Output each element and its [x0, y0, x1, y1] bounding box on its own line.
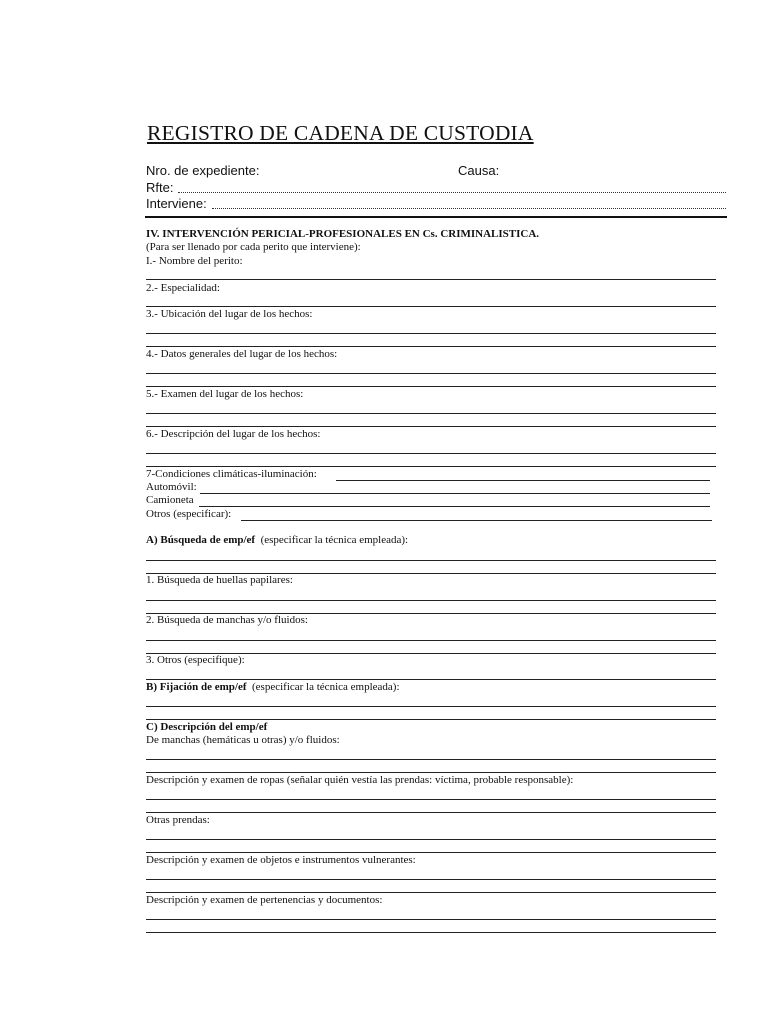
fijacion-line-1[interactable] [146, 706, 716, 707]
otros-label: Otros (especificar): [146, 508, 232, 520]
ubicacion-line-1[interactable] [146, 333, 716, 334]
nombre-perito-line[interactable] [146, 279, 716, 280]
examen-lugar-line-1[interactable] [146, 413, 716, 414]
item-nombre-perito: I.- Nombre del perito: [146, 255, 243, 267]
rfte-field[interactable] [178, 192, 726, 193]
descripcion-heading: C) Descripción del emp/ef [146, 721, 268, 733]
causa-label: Causa: [458, 163, 500, 178]
manchas-hematicas-line-1[interactable] [146, 759, 716, 760]
section-subheading: (Para ser llenado por cada perito que interviene): [146, 241, 361, 253]
interviene-label: Interviene: [146, 196, 207, 211]
otras-prendas-line-1[interactable] [146, 839, 716, 840]
item-pertenencias: Descripción y examen de pertenencias y documentos: [146, 894, 383, 906]
huellas-line-1[interactable] [146, 600, 716, 601]
datos-generales-line-1[interactable] [146, 373, 716, 374]
objetos-line-1[interactable] [146, 879, 716, 880]
item-manchas-hematicas: De manchas (hemáticas u otras) y/o fluidos: [146, 734, 340, 746]
fijacion-note: (especificar la técnica empleada): [252, 681, 400, 693]
manchas-hematicas-line-2[interactable] [146, 772, 716, 773]
interviene-field[interactable] [212, 208, 726, 209]
ubicacion-line-2[interactable] [146, 346, 716, 347]
item-condiciones: 7-Condiciones climáticas-iluminación: [146, 468, 317, 480]
busqueda-line-1[interactable] [146, 560, 716, 561]
datos-generales-line-2[interactable] [146, 386, 716, 387]
camioneta-field[interactable] [199, 506, 710, 507]
item-datos-generales: 4.- Datos generales del lugar de los hechos: [146, 348, 338, 360]
rfte-label: Rfte: [146, 180, 174, 195]
automovil-label: Automóvil: [146, 481, 197, 493]
fijacion-label: B) Fijación de emp/ef [146, 681, 247, 693]
objetos-line-2[interactable] [146, 892, 716, 893]
pertenencias-line-2[interactable] [146, 932, 716, 933]
item-otros-busqueda: 3. Otros (especifique): [146, 654, 245, 666]
descripcion-lugar-line-2[interactable] [146, 466, 716, 467]
pertenencias-line-1[interactable] [146, 919, 716, 920]
item-huellas: 1. Búsqueda de huellas papilares: [146, 574, 293, 586]
busqueda-heading [146, 534, 408, 547]
manchas-line-1[interactable] [146, 640, 716, 641]
item-descripcion-lugar: 6.- Descripción del lugar de los hechos: [146, 428, 321, 440]
condiciones-field[interactable] [336, 480, 710, 481]
camioneta-label: Camioneta [146, 494, 194, 506]
busqueda-note: (especificar la técnica empleada): [260, 534, 409, 546]
item-manchas: 2. Búsqueda de manchas y/o fluidos: [146, 614, 308, 626]
examen-lugar-line-2[interactable] [146, 426, 716, 427]
item-especialidad: 2.- Especialidad: [146, 282, 220, 294]
ropas-line-1[interactable] [146, 799, 716, 800]
fijacion-heading [146, 681, 400, 694]
item-examen-lugar: 5.- Examen del lugar de los hechos: [146, 388, 304, 400]
item-ubicacion: 3.- Ubicación del lugar de los hechos: [146, 308, 313, 320]
fijacion-line-2[interactable] [146, 719, 716, 720]
item-ropas: Descripción y examen de ropas (señalar quién vestía las prendas: víctima, probable responsable): [146, 774, 574, 786]
ropas-line-2[interactable] [146, 812, 716, 813]
especialidad-line[interactable] [146, 306, 716, 307]
otras-prendas-line-2[interactable] [146, 852, 716, 853]
section-heading: IV. INTERVENCIÓN PERICIAL-PROFESIONALES EN Cs. CRIMINALISTICA. [146, 228, 540, 240]
otros-busqueda-line[interactable] [146, 679, 716, 680]
busqueda-label: A) Búsqueda de emp/ef [146, 534, 256, 546]
otros-field[interactable] [241, 520, 712, 521]
header-divider [145, 216, 727, 218]
expediente-label: Nro. de expediente: [146, 163, 260, 178]
item-otras-prendas: Otras prendas: [146, 814, 210, 826]
descripcion-lugar-line-1[interactable] [146, 453, 716, 454]
document-title: REGISTRO DE CADENA DE CUSTODIA [147, 121, 534, 145]
automovil-field[interactable] [200, 493, 710, 494]
item-objetos: Descripción y examen de objetos e instrumentos vulnerantes: [146, 854, 416, 866]
